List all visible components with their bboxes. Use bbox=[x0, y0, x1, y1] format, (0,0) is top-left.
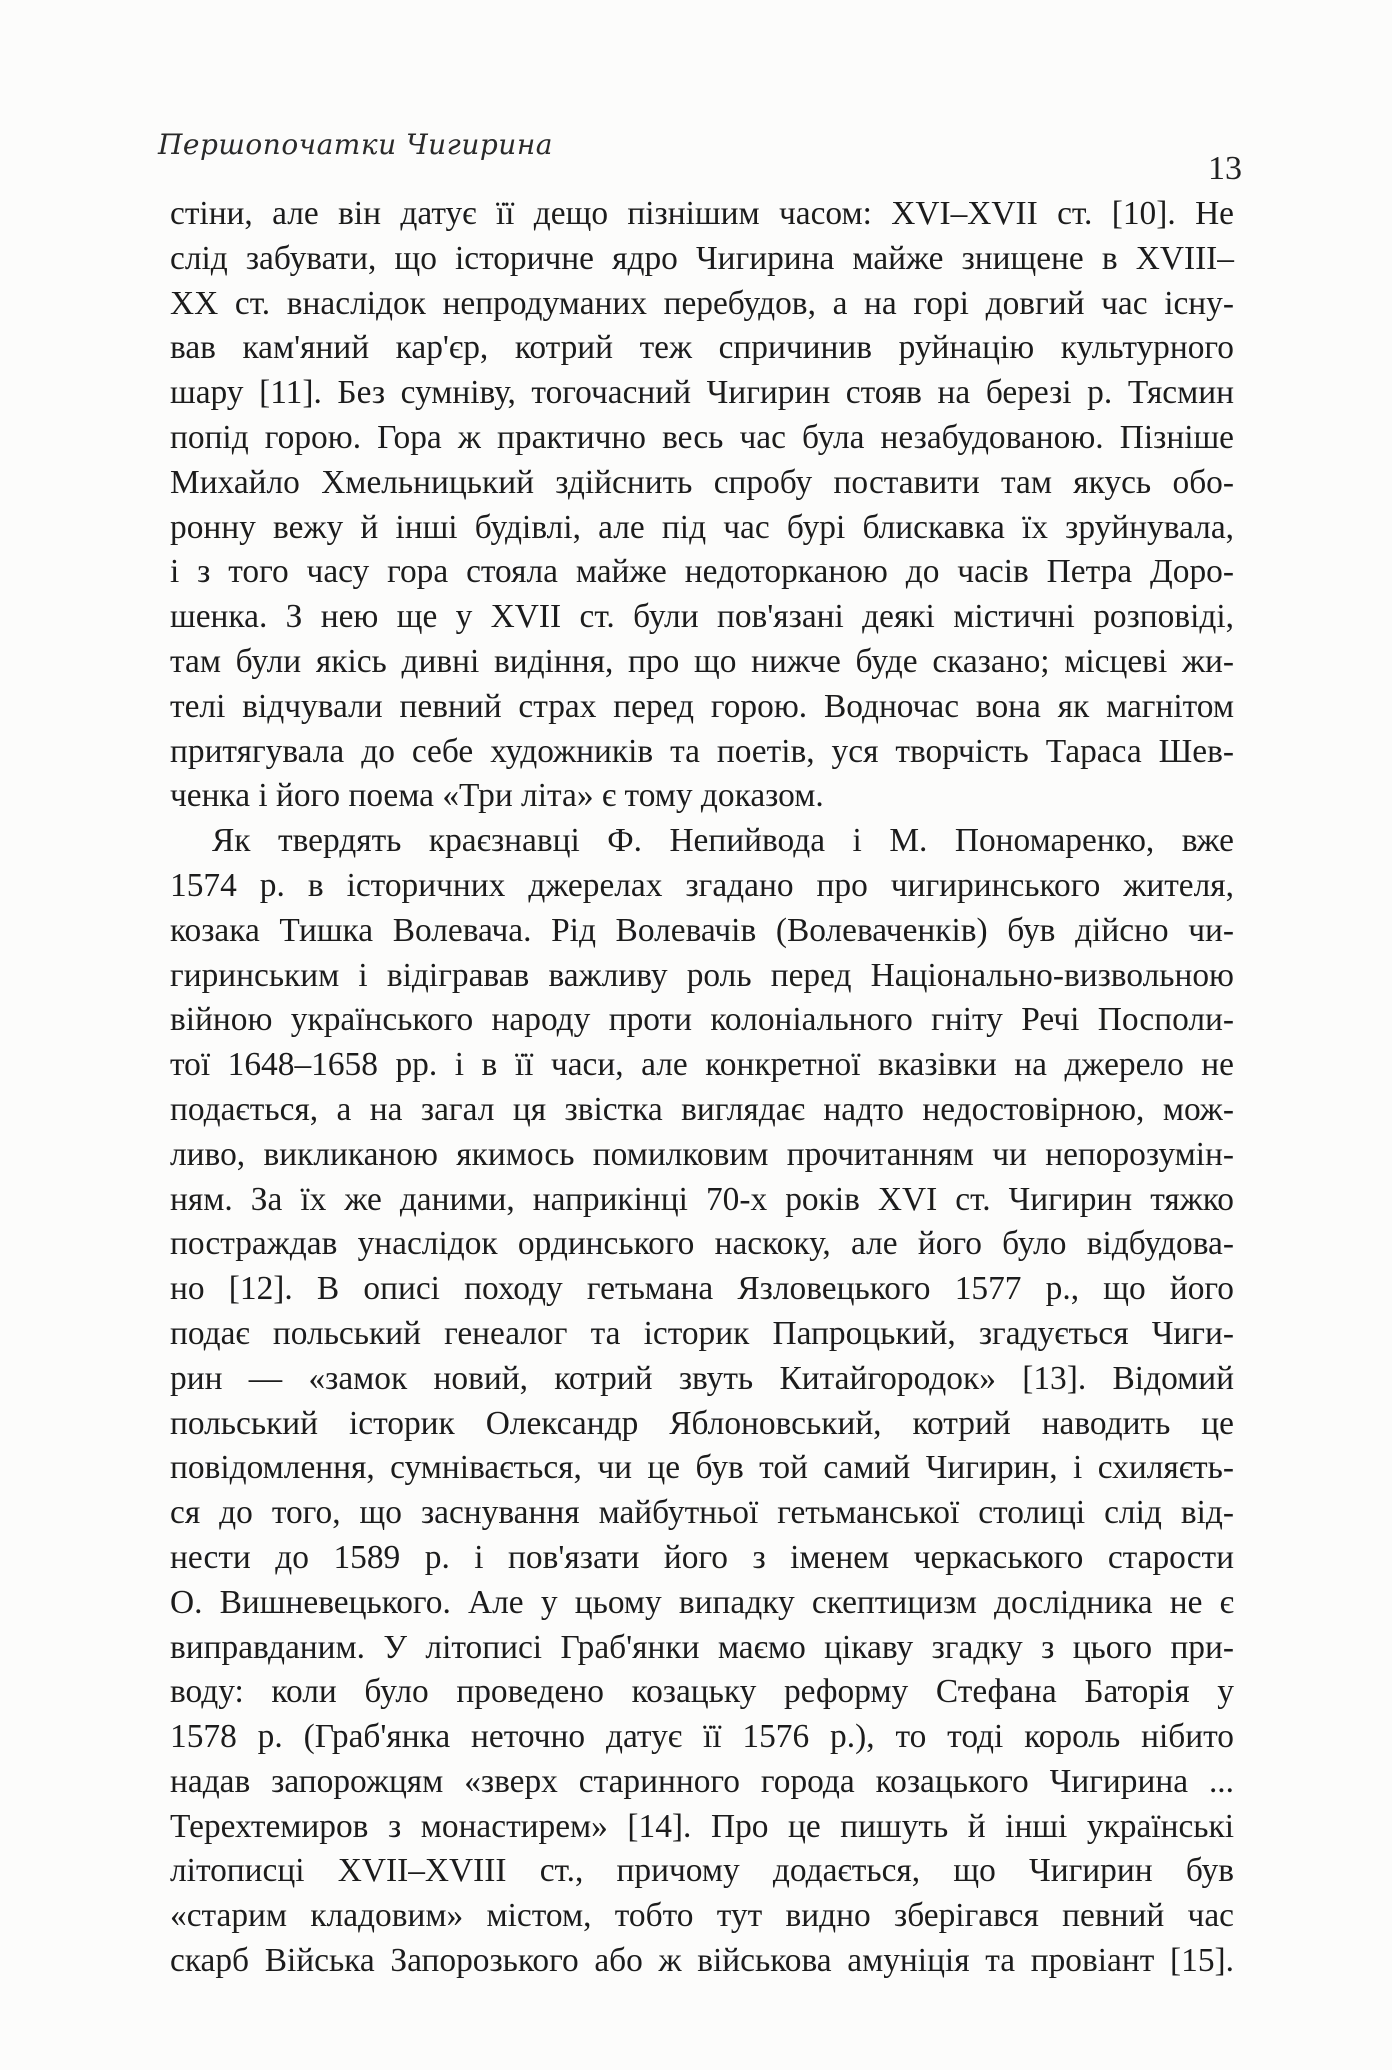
text-line: Як твердять краєзнавці Ф. Непийвода і М. Пономаренко, вже bbox=[212, 822, 1234, 860]
text-line: воду: коли було проведено козацьку реформу Стефана Баторія у bbox=[170, 1673, 1234, 1711]
text-line: ням. За їх же даними, наприкінці 70-х років XVI ст. Чигирин тяжко bbox=[170, 1180, 1234, 1218]
text-line: XX ст. внаслідок непродуманих перебудов, а на горі довгий час існу- bbox=[170, 284, 1234, 322]
running-title: Першопочатки Чигирина bbox=[158, 128, 553, 161]
text-line: телі відчували певний страх перед горою. Водночас вона як магнітом bbox=[170, 687, 1234, 725]
text-line: постраждав унаслідок ординського наскоку, але його було відбудова- bbox=[170, 1225, 1234, 1263]
text-line: 1578 р. (Граб'янка неточно датує її 1576 р.), то тоді король нібито bbox=[170, 1718, 1234, 1756]
text-line: «старим кладовим» містом, тобто тут видно зберігався певний час bbox=[170, 1897, 1234, 1935]
text-line: війною українського народу проти колоніального гніту Речі Посполи- bbox=[170, 1001, 1234, 1039]
text-line: стіни, але він датує її дещо пізнішим часом: XVI–XVII ст. [10]. Не bbox=[170, 195, 1234, 232]
text-line: і з того часу гора стояла майже недоторканою до часів Петра Доро- bbox=[170, 553, 1234, 591]
text-line: Терехтемиров з монастирем» [14]. Про це пишуть й інші українські bbox=[170, 1807, 1234, 1845]
text-line: но [12]. В описі походу гетьмана Язловецького 1577 р., що його bbox=[170, 1270, 1234, 1308]
text-line: попід горою. Гора ж практично весь час була незабудованою. Пізніше bbox=[170, 418, 1234, 456]
text-line: шенка. З нею ще у XVII ст. були пов'язані деякі містичні розповіді, bbox=[170, 598, 1234, 636]
paragraph-2 bbox=[170, 819, 1234, 1984]
text-line: вав кам'яний кар'єр, котрий теж спричинив руйнацію культурного bbox=[170, 329, 1234, 367]
text-line: ченка і його поема «Три літа» є тому доказом. bbox=[170, 777, 824, 815]
page-number: 13 bbox=[1208, 150, 1242, 187]
text-line: Михайло Хмельницький здійснить спробу поставити там якусь обо- bbox=[170, 463, 1234, 501]
text-line: шару [11]. Без сумніву, тогочасний Чигирин стояв на березі р. Тясмин bbox=[170, 374, 1234, 412]
text-line: ся до того, що заснування майбутньої гетьманської столиці слід від- bbox=[170, 1494, 1234, 1532]
text-line: скарб Війська Запорозького або ж військова амуніція та провіант [15]. bbox=[170, 1942, 1234, 1980]
text-line: 1574 р. в історичних джерелах згадано про чигиринського жителя, bbox=[170, 866, 1234, 904]
text-line: ливо, викликаною якимось помилковим прочитанням чи непорозумін- bbox=[170, 1135, 1234, 1173]
text-line: рин — «замок новий, котрий звуть Китайгородок» [13]. Відомий bbox=[170, 1359, 1234, 1397]
text-line: тої 1648–1658 рр. і в її часи, але конкретної вказівки на джерело не bbox=[170, 1046, 1234, 1084]
text-line: ронну вежу й інші будівлі, але під час бурі блискавка їх зруйнувала, bbox=[170, 508, 1234, 546]
text-line: польський історик Олександр Яблоновський, котрий наводить це bbox=[170, 1404, 1234, 1442]
text-line: там були якісь дивні видіння, про що нижче буде сказано; місцеві жи- bbox=[170, 642, 1234, 680]
text-line: притягувала до себе художників та поетів, уся творчість Тараса Шев- bbox=[170, 732, 1234, 770]
body-text bbox=[170, 192, 1234, 1984]
text-line: подається, а на загал ця звістка виглядає надто недостовірною, мож- bbox=[170, 1090, 1234, 1128]
text-line: слід забувати, що історичне ядро Чигирина майже знищене в XVIII– bbox=[170, 239, 1234, 277]
text-line: козака Тишка Волевача. Рід Волевачів (Волеваченків) був дійсно чи- bbox=[170, 911, 1234, 949]
text-line: О. Вишневецького. Але у цьому випадку скептицизм дослідника не є bbox=[170, 1583, 1234, 1621]
text-line: виправданим. У літописі Граб'янки маємо цікаву згадку з цього при- bbox=[170, 1628, 1234, 1666]
text-line: надав запорожцям «зверх старинного города козацького Чигирина ... bbox=[170, 1762, 1234, 1800]
text-line: подає польський генеалог та історик Папроцький, згадується Чиги- bbox=[170, 1314, 1234, 1352]
text-line: літописці XVII–XVIII ст., причому додається, що Чигирин був bbox=[170, 1852, 1234, 1890]
text-line: повідомлення, сумнівається, чи це був той самий Чигирин, і схиляєть- bbox=[170, 1449, 1234, 1487]
text-line: гиринським і відігравав важливу роль перед Національно-визвольною bbox=[170, 956, 1234, 994]
paragraph-1 bbox=[170, 192, 1234, 819]
text-line: нести до 1589 р. і пов'язати його з іменем черкаського старости bbox=[170, 1538, 1234, 1576]
